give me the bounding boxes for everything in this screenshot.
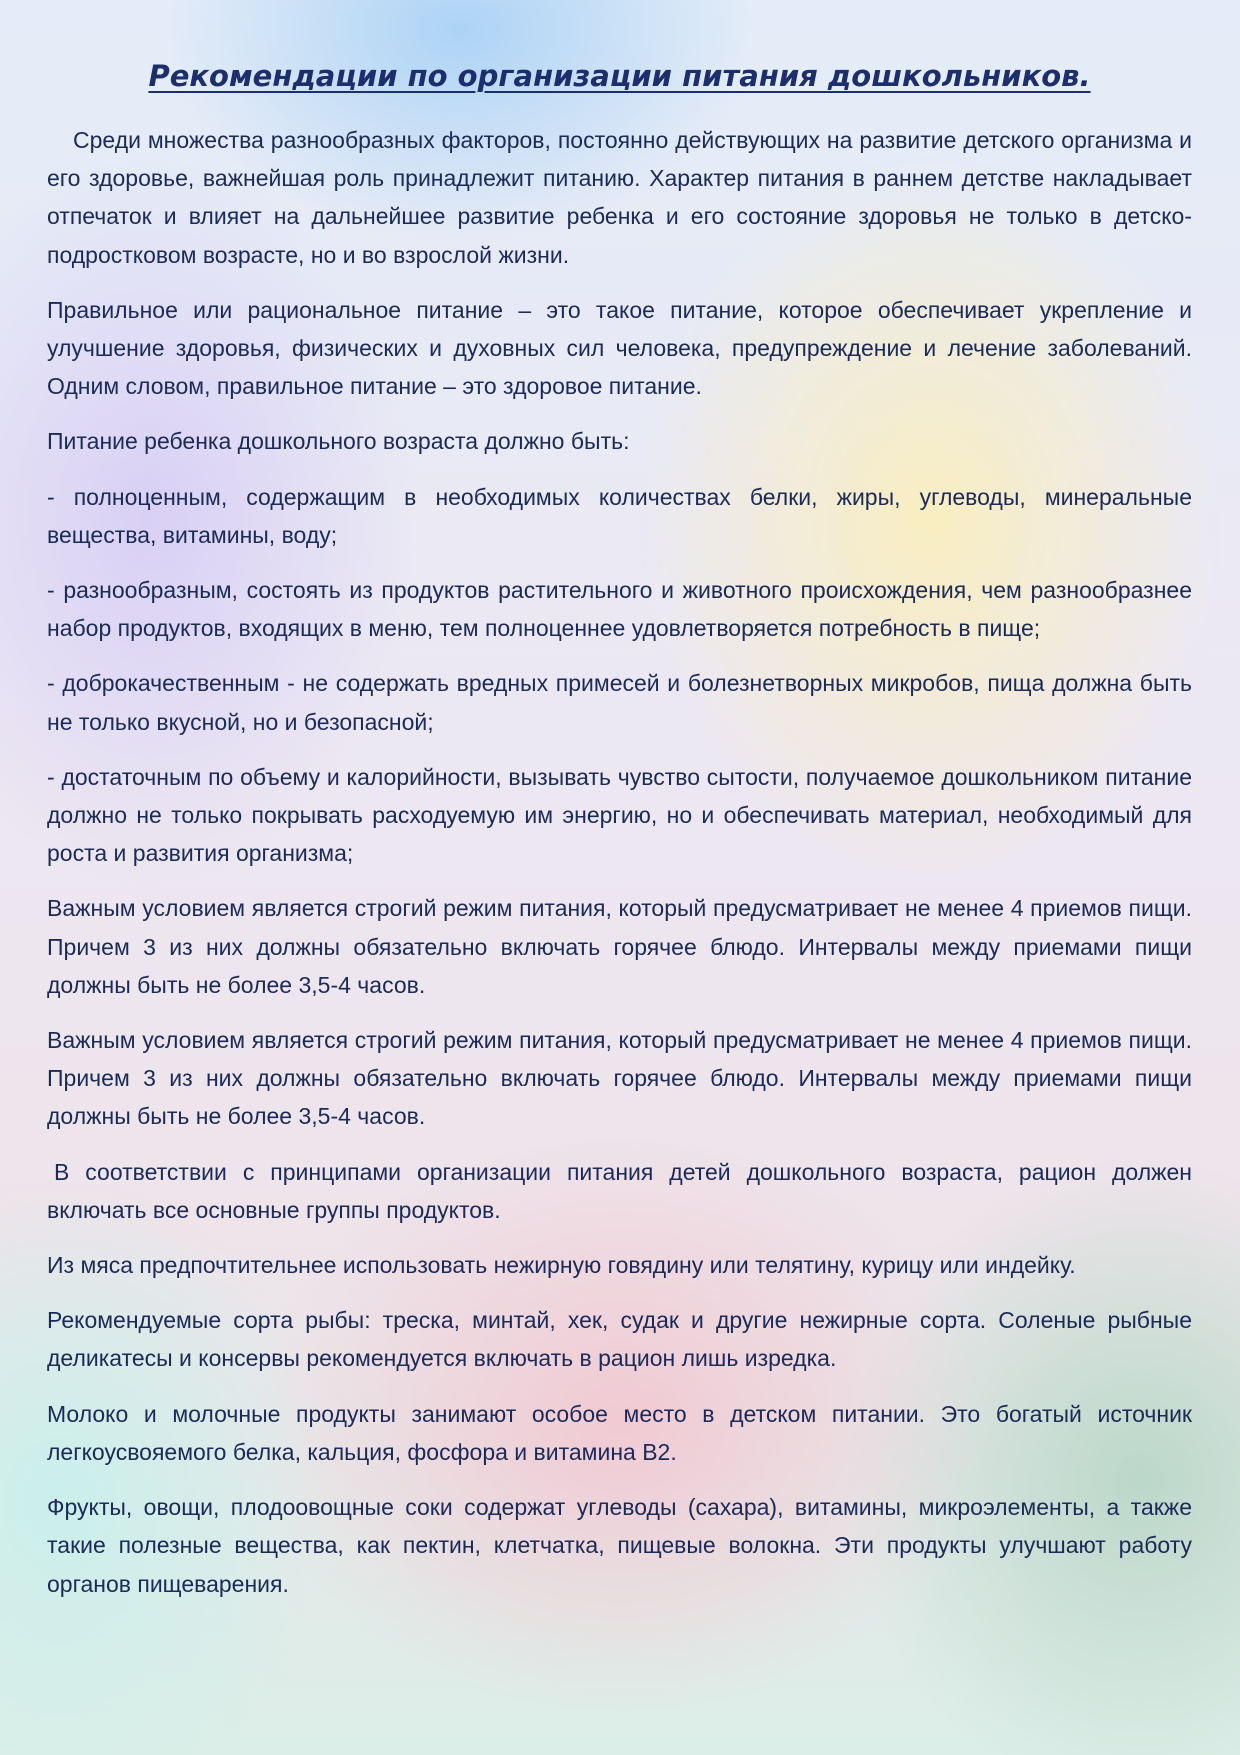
paragraph-intro: Среди множества разнообразных факторов, постоянно действующих на развитие детского организма и его здоровье, важнейшая роль принадлежит питанию. Характер питания в раннем детстве накладывает отпечаток и влияет на дальнейшее развитие ребенка и его состояние здоровья не только в детско-подростковом возрасте, но и во взрослой жизни. bbox=[47, 127, 1192, 268]
paragraph-rational-nutrition: Правильное или рациональное питание – это такое питание, которое обеспечивает укрепление и улучшение здоровья, физических и духовных сил человека, предупреждение и лечение заболеваний. Одним словом, правильное питание – это здоровое питание. bbox=[47, 296, 1192, 400]
paragraph-dairy: Молоко и молочные продукты занимают особое место в детском питании. Это богатый источник легкоусвояемого белка, кальция, фосфора и витамина В2. bbox=[47, 1400, 1192, 1465]
paragraph-meal-regime: Важным условием является строгий режим питания, который предусматривает не менее 4 приемов пищи. Причем 3 из них должны обязательно включать горячее блюдо. Интервалы между приемами пищи должны быть не более 3,5-4 часов. bbox=[47, 895, 1192, 998]
paragraph-food-groups: В соответствии с принципами организации питания детей дошкольного возраста, рацион должен включать все основные группы продуктов. bbox=[47, 1158, 1192, 1223]
paragraph-meat: Из мяса предпочтительнее использовать нежирную говядину или телятину, курицу или индейку. bbox=[47, 1252, 1076, 1279]
list-item-complete: - полноценным, содержащим в необходимых количествах белки, жиры, углеводы, минеральные вещества, витамины, воду; bbox=[47, 483, 1192, 548]
document-page bbox=[47, 55, 1192, 1620]
list-item-quality: - доброкачественным - не содержать вредных примесей и болезнетворных микробов, пища должна быть не только вкусной, но и безопасной; bbox=[47, 670, 1192, 735]
document-title: Рекомендации по организации питания дошкольников. bbox=[148, 59, 1091, 93]
paragraph-fish: Рекомендуемые сорта рыбы: треска, минтай, хек, судак и другие нежирные сорта. Соленые рыбные деликатесы и консервы рекомендуется включать в рацион лишь изредка. bbox=[47, 1307, 1192, 1372]
paragraph-meal-regime-repeat: Важным условием является строгий режим питания, который предусматривает не менее 4 приемов пищи. Причем 3 из них должны обязательно включать горячее блюдо. Интервалы между приемами пищи должны быть не более 3,5-4 часов. bbox=[47, 1027, 1192, 1130]
paragraph-fruits-vegetables: Фрукты, овощи, плодоовощные соки содержат углеводы (сахара), витамины, микроэлементы, а также такие полезные вещества, как пектин, клетчатка, пищевые волокна. Эти продукты улучшают работу органов пищеварения. bbox=[47, 1494, 1192, 1597]
paragraph-requirements-lead: Питание ребенка дошкольного возраста должно быть: bbox=[47, 428, 630, 455]
list-item-sufficient: - достаточным по объему и калорийности, вызывать чувство сытости, получаемое дошкольником питание должно не только покрывать расходуемую им энергию, но и обеспечивать материал, необходимый для роста и развития организма; bbox=[47, 763, 1192, 867]
list-item-varied: - разнообразным, состоять из продуктов растительного и животного происхождения, чем разнообразнее набор продуктов, входящих в меню, тем полноценнее удовлетворяется потребность в пище; bbox=[47, 577, 1192, 642]
